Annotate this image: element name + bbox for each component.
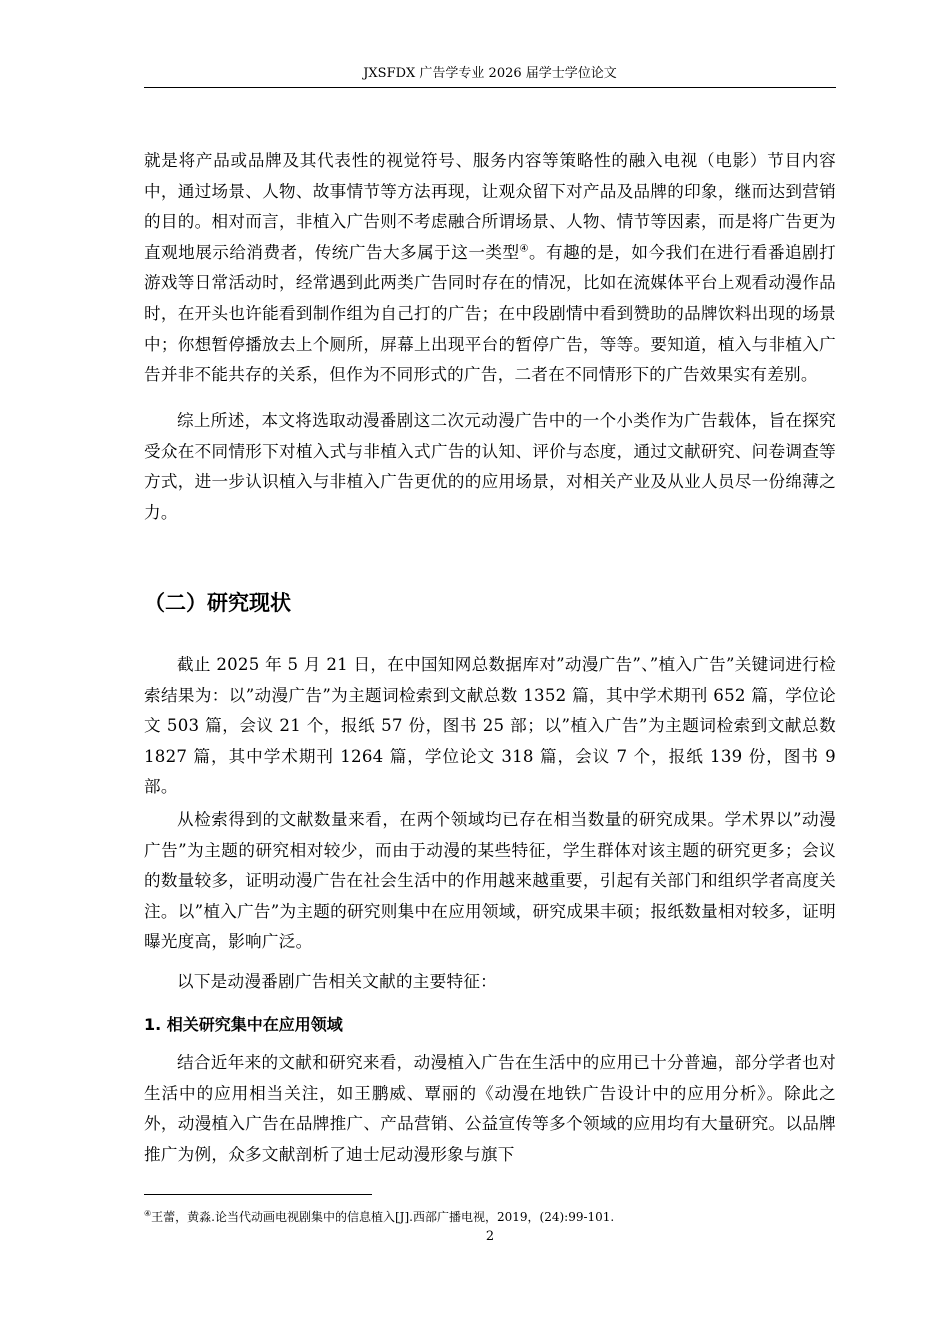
footnote-rule: [144, 1194, 372, 1195]
paragraph-search-results: 截止 2025 年 5 月 21 日，在中国知网总数据库对”动漫广告”、”植入广告”关键词进行检索结果为：以”动漫广告”为主题词检索到文献总数 1352 篇，其中学术期刊 652 篇，学位论文 503 篇，会议 21 个，报纸 57 份，图书 25 部；以”植入广告”为主题词检索到文献总数 1827 篇，其中学术期刊 1264 篇，学位论文 318 篇，会议 7 个，报纸 139 份，图书 9 部。: [144, 655, 836, 797]
footnote-text: 王蕾，黄淼.论当代动画电视剧集中的信息植入[J].西部广播电视，2019，(24):99-101.: [151, 1210, 615, 1224]
footnote: [144, 1208, 836, 1226]
page-number: 2: [485, 1229, 495, 1244]
header-rule: [144, 87, 836, 88]
paragraph-text: 就是将产品或品牌及其代表性的视觉符号、服务内容等策略性的融入电视（电影）节目内容中，通过场景、人物、故事情节等方法再现，让观众留下对产品及品牌的印象，继而达到营销的目的。相对而言，非植入广告则不考虑融合所谓场景、人物、情节等因素，而是将广告更为直观地展示给消费者，传统广告大多属于这一类型: [144, 151, 836, 262]
section-heading: （二）研究现状: [144, 591, 291, 615]
paragraph-text-tail: 。有趣的是，如今我们在进行看番追剧打游戏等日常活动时，经常遇到此两类广告同时存在的情况，比如在流媒体平台上观看动漫作品时，在开头也许能看到制作组为自己打的广告；在中段剧情中看到赞助的品牌饮料出现的场景中；你想暂停播放去上个厕所，屏幕上出现平台的暂停广告，等等。要知道，植入与非植入广告并非不能共存的关系，但作为不同形式的广告，二者在不同情形下的广告效果实有差别。: [144, 242, 837, 385]
paragraph-summary: 综上所述，本文将选取动漫番剧这二次元动漫广告中的一个小类作为广告载体，旨在探究受众在不同情形下对植入式与非植入式广告的认知、评价与态度，通过文献研究、问卷调查等方式，进一步认识植入与非植入广告更优的的应用场景，对相关产业及从业人员尽一份绵薄之力。: [144, 411, 836, 522]
footnote-reference[interactable]: ④: [519, 243, 529, 255]
footnote-mark: ④: [144, 1209, 152, 1218]
paragraph-intro-features: 以下是动漫番剧广告相关文献的主要特征：: [177, 972, 498, 991]
running-header: JXSFDX 广告学专业 2026 届学士学位论文: [363, 66, 617, 81]
subsection-heading: 1. 相关研究集中在应用领域: [144, 1015, 343, 1034]
paragraph-continuation: [144, 146, 836, 391]
paragraph-applications: 结合近年来的文献和研究来看，动漫植入广告在生活中的应用已十分普遍，部分学者也对生活中的应用相当关注，如王鹏威、覃丽的《动漫在地铁广告设计中的应用分析》。除此之外，动漫植入广告在品牌推广、产品营销、公益宣传等多个领域的应用均有大量研究。以品牌推广为例，众多文献剖析了迪士尼动漫形象与旗下: [144, 1053, 836, 1164]
paragraph-analysis: 从检索得到的文献数量来看，在两个领域均已存在相当数量的研究成果。学术界以”动漫广告”为主题的研究相对较少，而由于动漫的某些特征，学生群体对该主题的研究更多；会议的数量较多，证明动漫广告在社会生活中的作用越来越重要，引起有关部门和组织学者高度关注。以”植入广告”为主题的研究则集中在应用领域，研究成果丰硕；报纸数量相对较多，证明曝光度高，影响广泛。: [144, 810, 836, 952]
